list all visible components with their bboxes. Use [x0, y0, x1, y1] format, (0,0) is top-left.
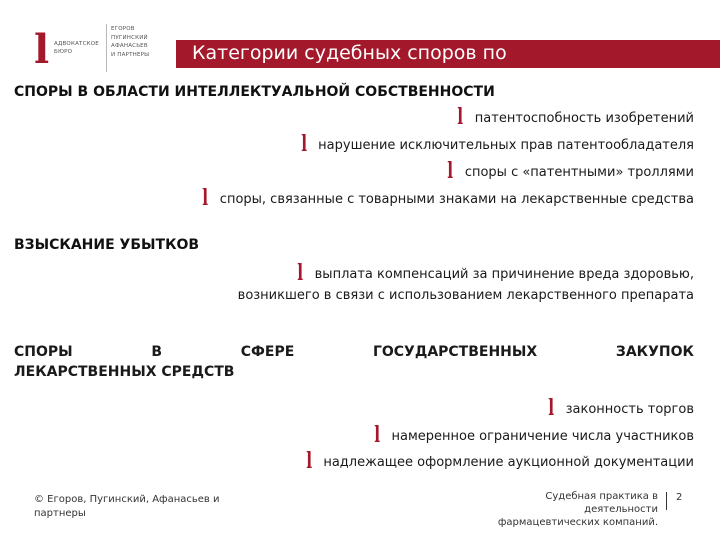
- logo-divider: [106, 24, 107, 72]
- list-item: [296, 260, 694, 286]
- list-item-text: надлежащее оформление аукционной документации: [323, 455, 694, 470]
- footer-line: деятельности: [584, 504, 658, 515]
- bullet-icon: l: [374, 422, 381, 448]
- bullet-icon: l: [548, 395, 555, 421]
- bullet-icon: l: [297, 260, 304, 286]
- list-item: [373, 422, 694, 448]
- heading-word: В: [151, 344, 163, 360]
- page-number: 2: [676, 492, 683, 503]
- list-item-continuation: возникшего в связи с использованием лекарственного препарата: [237, 288, 694, 303]
- section-heading-damages: ВЗЫСКАНИЕ УБЫТКОВ: [14, 237, 200, 253]
- list-item-text: намеренное ограничение числа участников: [391, 429, 694, 444]
- list-item-text: споры с «патентными» троллями: [464, 165, 694, 180]
- list-item: [456, 104, 694, 130]
- list-item: [446, 158, 694, 184]
- heading-word: ГОСУДАРСТВЕННЫХ: [372, 344, 538, 360]
- list-item: [201, 185, 694, 211]
- footer-line: © Егоров, Пугинский, Афанасьев и: [34, 494, 220, 505]
- logo-right-line: И ПАРТНЕРЫ: [111, 51, 150, 58]
- heading-word: СФЕРЕ: [240, 344, 295, 360]
- logo-right-line: ЕГОРОВ: [111, 26, 135, 32]
- heading-word: СПОРЫ: [14, 344, 73, 360]
- list-item: [300, 131, 694, 157]
- heading-word: ЗАКУПОК: [615, 344, 694, 360]
- footer-line: Судебная практика в: [545, 491, 658, 502]
- bullet-icon: l: [202, 185, 209, 211]
- list-item: [547, 395, 694, 421]
- footer-divider: [666, 492, 667, 510]
- logo-right-line: АФАНАСЬЕВ: [111, 43, 148, 49]
- section-heading-ip: СПОРЫ В ОБЛАСТИ ИНТЕЛЛЕКТУАЛЬНОЙ СОБСТВЕННОСТИ: [14, 84, 495, 100]
- logo-right-text: [111, 25, 149, 59]
- bullet-icon: l: [457, 104, 464, 130]
- heading-line: [14, 342, 694, 362]
- list-item-text: споры, связанные с товарными знаками на лекарственные средства: [219, 192, 694, 207]
- heading-line: ЛЕКАРСТВЕННЫХ СРЕДСТВ: [14, 364, 235, 380]
- logo-right-line: ПУГИНСКИЙ: [111, 34, 148, 41]
- footer-line: фармацевтических компаний.: [497, 517, 658, 528]
- bullet-icon: l: [447, 158, 454, 184]
- logo-left-line: БЮРО: [54, 49, 73, 55]
- list-item: [305, 448, 694, 474]
- footer-line: партнеры: [34, 508, 86, 519]
- bullet-icon: l: [301, 131, 307, 157]
- footer-document-title: [458, 490, 658, 529]
- list-item-text: нарушение исключительных прав патентообладателя: [318, 138, 694, 153]
- slide-title: Категории судебных споров по: [192, 42, 507, 64]
- logo-mark-icon: l: [34, 26, 50, 73]
- list-item-text: патентоспобность изобретений: [474, 111, 694, 126]
- logo-left-text: [54, 40, 99, 56]
- logo-left-line: АДВОКАТСКОЕ: [54, 41, 99, 47]
- bullet-icon: l: [306, 448, 313, 474]
- list-item-text: выплата компенсаций за причинение вреда здоровью,: [314, 267, 694, 282]
- section-heading-procurement: [14, 342, 694, 382]
- footer-copyright: [34, 493, 220, 521]
- firm-logo: [34, 24, 174, 74]
- list-item-text: законность торгов: [565, 402, 694, 417]
